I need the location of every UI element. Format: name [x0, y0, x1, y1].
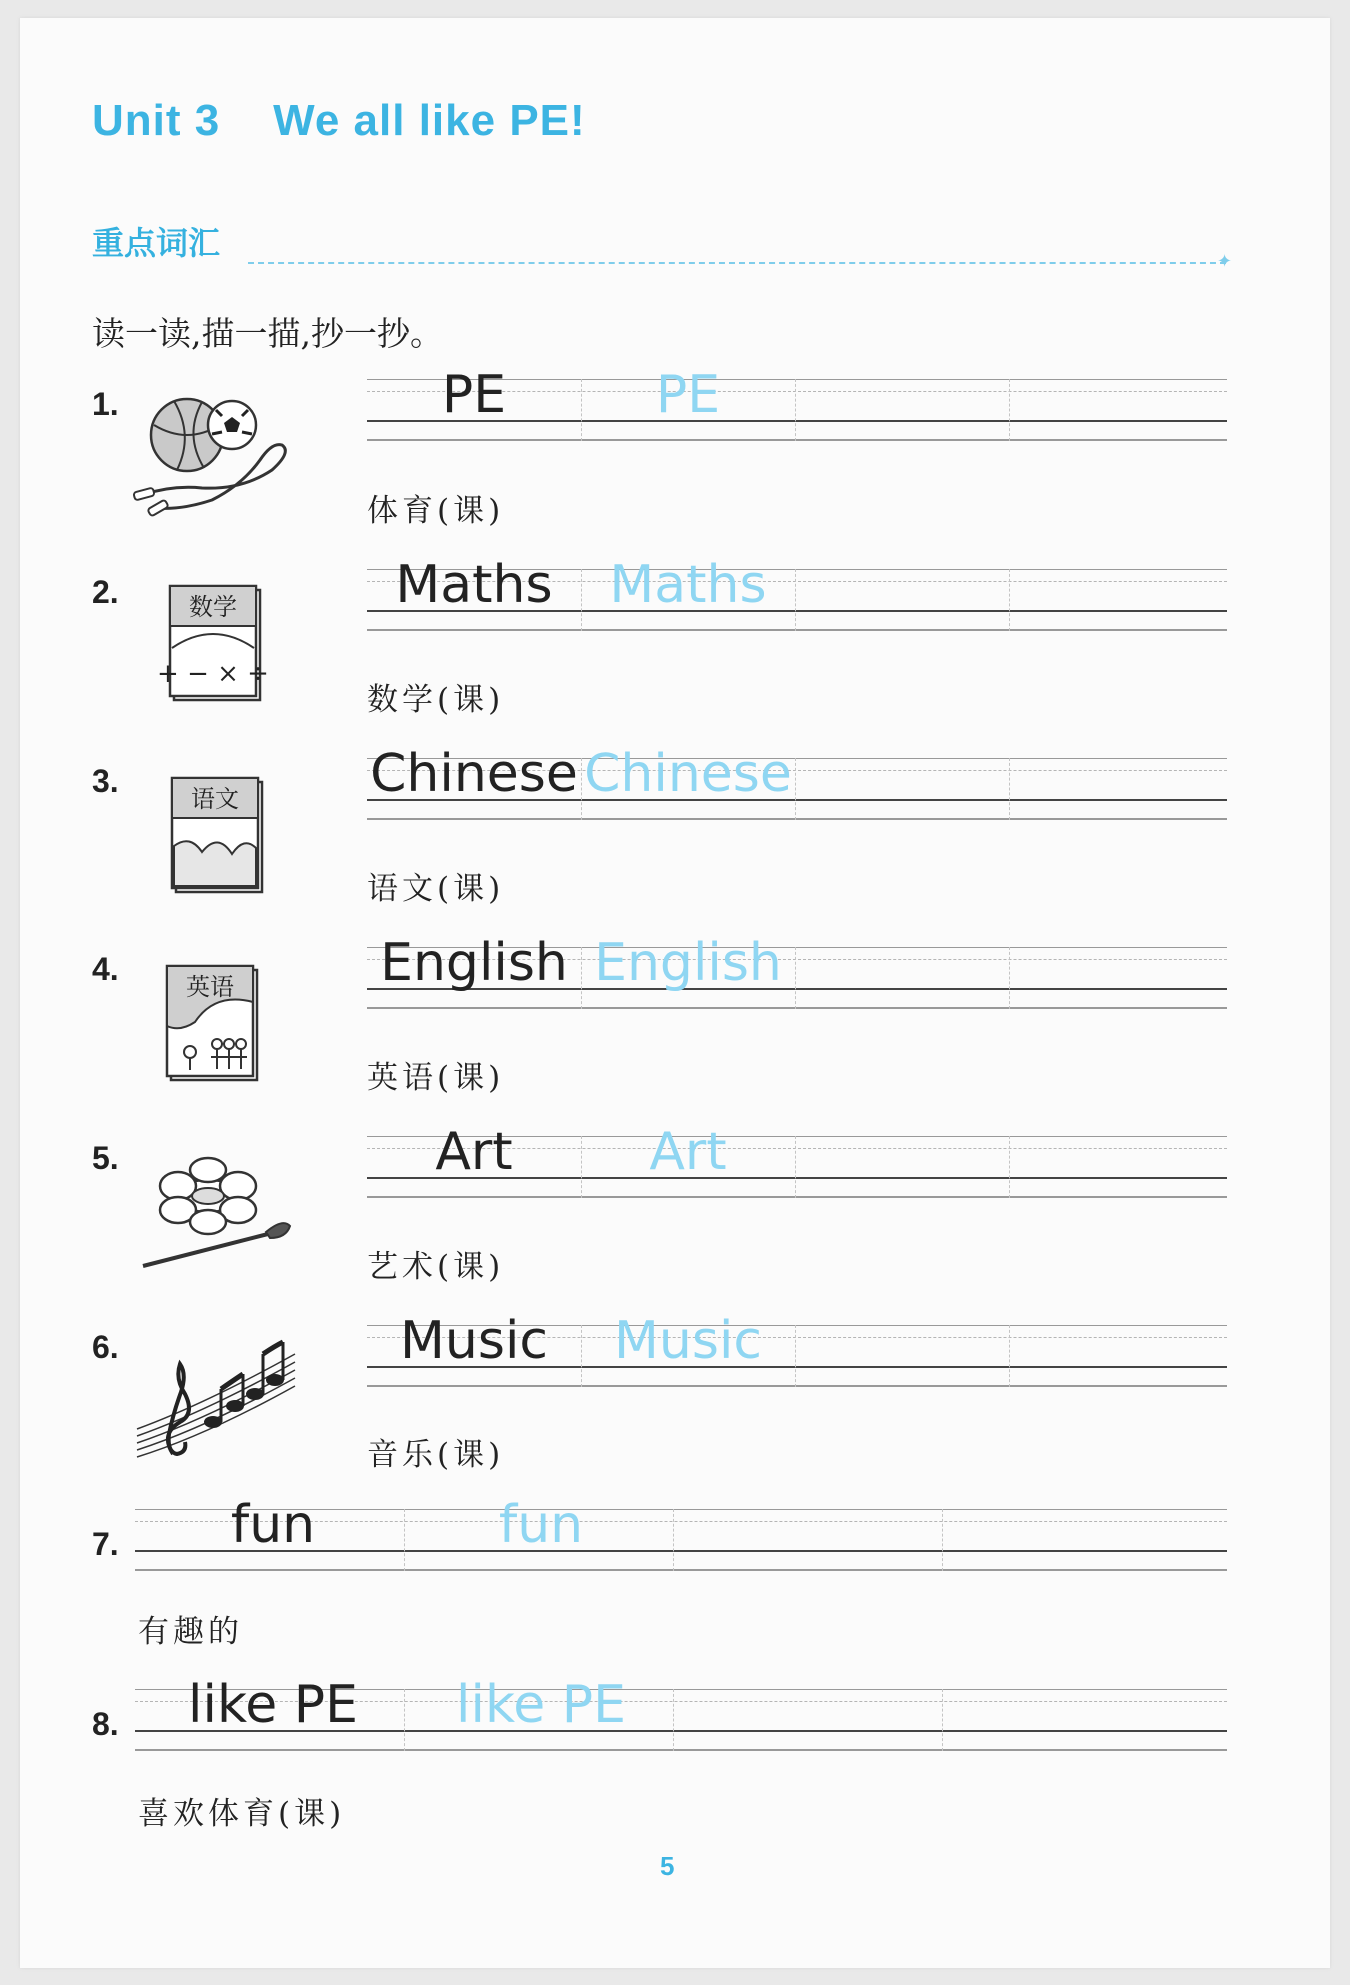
item-number: 1. [92, 386, 119, 422]
chinese-meaning: 有趣的 [138, 1614, 243, 1650]
chinese-meaning: 喜欢体育(课) [138, 1796, 346, 1832]
divider-star-icon: ✦ [1217, 251, 1233, 272]
item-number: 8. [92, 1706, 119, 1742]
handwriting-lines [367, 744, 1227, 820]
svg-text:语文: 语文 [191, 785, 239, 813]
sports-balls-icon [132, 390, 302, 524]
section-divider [248, 262, 1226, 264]
item-number: 3. [92, 763, 119, 799]
chinese-book-icon [170, 774, 268, 903]
maths-book-icon [157, 582, 269, 711]
instruction-text: 读一读,描一描,抄一抄。 [92, 314, 443, 353]
unit-title: Unit 3 We all like PE! [92, 96, 586, 145]
chinese-meaning: 艺术(课) [367, 1249, 505, 1285]
model-word: Music [400, 1311, 548, 1371]
trace-word: Music [614, 1311, 762, 1371]
model-word: fun [230, 1495, 316, 1555]
item-number: 5. [92, 1140, 119, 1176]
model-word: Art [435, 1122, 513, 1182]
item-number: 6. [92, 1329, 119, 1365]
palette-brush-icon [138, 1146, 298, 1280]
model-word: like PE [188, 1675, 358, 1735]
chinese-meaning: 语文(课) [367, 871, 505, 907]
handwriting-lines [367, 365, 1227, 441]
handwriting-lines [135, 1495, 1227, 1571]
handwriting-lines [367, 555, 1227, 631]
trace-word: English [594, 933, 782, 993]
trace-word: Chinese [584, 744, 792, 804]
section-title: 重点词汇 [92, 224, 221, 262]
page-number: 5 [660, 1851, 675, 1881]
trace-word: fun [498, 1495, 584, 1555]
svg-text:+ − × ÷: + − × ÷ [157, 659, 269, 689]
handwriting-lines [367, 1122, 1227, 1198]
chinese-meaning: 数学(课) [367, 682, 505, 718]
handwriting-lines [135, 1675, 1227, 1751]
model-word: Chinese [370, 744, 578, 804]
item-number: 4. [92, 951, 119, 987]
chinese-meaning: 英语(课) [367, 1060, 505, 1096]
svg-text:数学: 数学 [189, 593, 237, 621]
item-number: 2. [92, 574, 119, 610]
workbook-page [20, 18, 1330, 1968]
chinese-meaning: 音乐(课) [367, 1437, 505, 1473]
trace-word: PE [655, 365, 721, 425]
svg-text:英语: 英语 [186, 973, 234, 1001]
handwriting-lines [367, 1311, 1227, 1387]
music-notes-icon [135, 1334, 300, 1468]
handwriting-lines [367, 933, 1227, 1009]
trace-word: Maths [609, 555, 767, 615]
model-word: PE [441, 365, 507, 425]
item-number: 7. [92, 1526, 119, 1562]
chinese-meaning: 体育(课) [367, 493, 505, 529]
english-book-icon [165, 962, 263, 1091]
model-word: Maths [395, 555, 553, 615]
trace-word: Art [649, 1122, 727, 1182]
model-word: English [380, 933, 568, 993]
trace-word: like PE [456, 1675, 626, 1735]
